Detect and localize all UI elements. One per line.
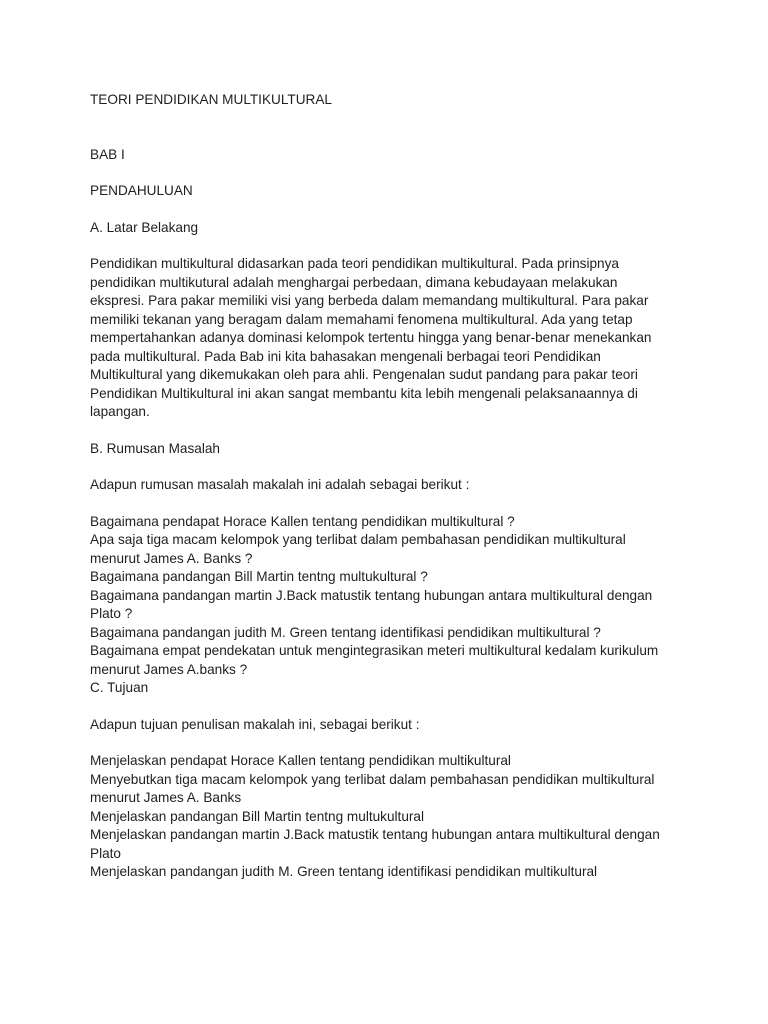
paragraph-line: pada multikultural. Pada Bab ini kita bahasakan mengenali berbagai teori Pendidikan xyxy=(90,348,601,364)
paragraph-line: Pendidikan multikultural didasarkan pada teori pendidikan multikultural. Pada prinsipnya xyxy=(90,256,619,271)
list-item: Menyebutkan tiga macam kelompok yang terlibat dalam pembahasan pendidikan multikultural xyxy=(90,771,655,787)
list-item: Apa saja tiga macam kelompok yang terlibat dalam pembahasan pendidikan multikultural xyxy=(90,532,626,547)
section-b-heading: B. Rumusan Masalah xyxy=(90,440,220,456)
list-item-continuation: menurut James A. Banks xyxy=(90,790,242,805)
list-item: Bagaimana pandangan judith M. Green tentang identifikasi pendidikan multikultural ? xyxy=(90,624,601,640)
paragraph-line: mempertahankan adanya dominasi kelompok tertentu hingga yang benar-benar menekankan xyxy=(90,330,652,345)
list-item: Menjelaskan pendapat Horace Kallen tentang pendidikan multikultural xyxy=(90,753,511,768)
paragraph-line: Pendidikan Multikultural ini akan sangat membantu kita lebih mengenali pelaksanaannya di xyxy=(90,385,638,401)
list-item: Bagaimana empat pendekatan untuk mengintegrasikan meteri multikultural kedalam kurikulum xyxy=(90,643,659,658)
document-title: TEORI PENDIDIKAN MULTIKULTURAL xyxy=(90,92,332,107)
list-item: Menjelaskan pandangan Bill Martin tentng multukultural xyxy=(90,808,424,824)
list-item: Bagaimana pandangan Bill Martin tentng multukultural ? xyxy=(90,569,428,584)
list-item: Menjelaskan pandangan judith M. Green tentang identifikasi pendidikan multikultural xyxy=(90,864,598,879)
chapter-title: PENDAHULUAN xyxy=(90,183,193,198)
paragraph-line: pendidikan multikutural adalah menghargai perbedaan, dimana kebudayaan melakukan xyxy=(90,274,618,290)
list-item-continuation: Plato ? xyxy=(90,606,133,621)
list-item-continuation: menurut James A.banks ? xyxy=(90,661,248,677)
chapter-label: BAB I xyxy=(90,146,125,162)
paragraph-line: lapangan. xyxy=(90,404,150,419)
paragraph-line: Multikultural yang dikemukakan oleh para ahli. Pengenalan sudut pandang para pakar teori xyxy=(90,367,638,382)
list-item-continuation: menurut James A. Banks ? xyxy=(90,550,253,566)
paragraph-line: ekspresi. Para pakar memiliki visi yang berbeda dalam memandang multikultural. Para pakar xyxy=(90,293,649,308)
list-item-continuation: Plato xyxy=(90,845,121,861)
section-c-intro: Adapun tujuan penulisan makalah ini, sebagai berikut : xyxy=(90,716,420,732)
list-item: Menjelaskan pandangan martin J.Back matustik tentang hubungan antara multikultural dengan xyxy=(90,827,660,842)
paragraph-line: memiliki tekanan yang beragam dalam memahami fenomena multikultural. Ada yang tetap xyxy=(90,311,633,327)
section-b-intro: Adapun rumusan masalah makalah ini adalah sebagai berikut : xyxy=(90,477,470,492)
section-a-paragraph xyxy=(90,255,710,422)
section-a-heading: A. Latar Belakang xyxy=(90,219,199,235)
section-c-list xyxy=(90,752,710,882)
list-item: Bagaimana pendapat Horace Kallen tentang pendidikan multikultural ? xyxy=(90,513,515,529)
section-b-list xyxy=(90,513,710,680)
section-c-heading: C. Tujuan xyxy=(90,680,149,695)
document-page xyxy=(90,91,710,882)
list-item: Bagaimana pandangan martin J.Back matustik tentang hubungan antara multikultural dengan xyxy=(90,587,653,603)
